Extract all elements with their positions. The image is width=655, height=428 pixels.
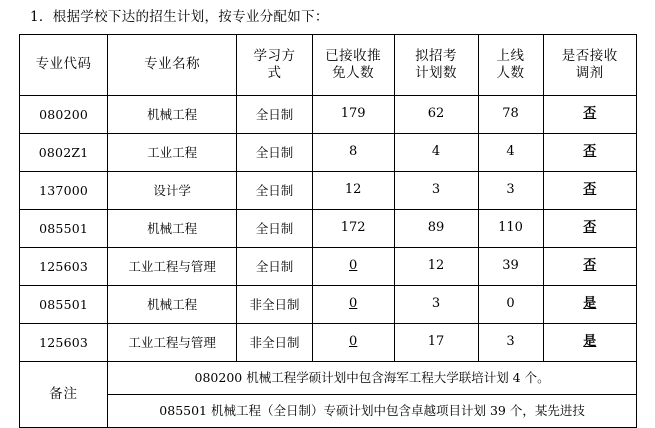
cell-major-name: 工业工程与管理 bbox=[108, 247, 237, 285]
table-row bbox=[20, 171, 637, 209]
column-header-accept-transfer-line1: 是否接收 bbox=[561, 48, 618, 65]
cell-planned-count: 3 bbox=[394, 285, 478, 323]
column-header-accept-transfer bbox=[543, 34, 636, 95]
cell-study-mode: 全日制 bbox=[237, 209, 313, 247]
column-header-recommended-count-line2: 免人数 bbox=[332, 64, 375, 81]
cell-planned-count: 17 bbox=[394, 323, 478, 361]
enrollment-plan-table bbox=[19, 34, 637, 428]
column-header-study-mode-line2: 式 bbox=[267, 64, 282, 81]
cell-study-mode: 非全日制 bbox=[237, 285, 313, 323]
cell-recommended-count: 179 bbox=[312, 95, 394, 133]
cell-planned-count: 3 bbox=[394, 171, 478, 209]
table-row bbox=[20, 133, 637, 171]
cell-accept-transfer-value: 否 bbox=[583, 258, 597, 274]
column-header-recommended-count-line1: 已接收推 bbox=[325, 48, 382, 65]
cell-major-name: 工业工程 bbox=[108, 133, 237, 171]
column-header-major-code bbox=[20, 34, 108, 95]
cell-accept-transfer bbox=[543, 247, 636, 285]
cell-planned-count: 89 bbox=[394, 209, 478, 247]
cell-study-mode: 非全日制 bbox=[237, 323, 313, 361]
lead-paragraph: 1．根据学校下达的招生计划，按专业分配如下： bbox=[30, 9, 329, 25]
cell-qualified-count: 39 bbox=[478, 247, 543, 285]
column-header-recommended-count bbox=[312, 34, 394, 95]
cell-recommended-count-value: 0 bbox=[349, 334, 358, 350]
remark-line-1-text: 080200 机械工程学硕计划中包含海军工程大学联培计划 4 个。 bbox=[194, 370, 550, 386]
cell-recommended-count: 8 bbox=[312, 133, 394, 171]
column-header-study-mode bbox=[237, 34, 313, 95]
cell-major-name: 机械工程 bbox=[108, 209, 237, 247]
cell-recommended-count-value: 0 bbox=[349, 296, 358, 312]
cell-accept-transfer bbox=[543, 323, 636, 361]
remark-line-2 bbox=[108, 394, 637, 427]
cell-major-code: 0802Z1 bbox=[20, 133, 108, 171]
cell-accept-transfer bbox=[543, 171, 636, 209]
cell-planned-count: 12 bbox=[394, 247, 478, 285]
cell-qualified-count: 0 bbox=[478, 285, 543, 323]
cell-study-mode: 全日制 bbox=[237, 247, 313, 285]
table-row bbox=[20, 95, 637, 133]
cell-accept-transfer-value: 否 bbox=[583, 220, 597, 236]
cell-major-code: 137000 bbox=[20, 171, 108, 209]
table-row bbox=[20, 247, 637, 285]
cell-qualified-count: 78 bbox=[478, 95, 543, 133]
cell-recommended-count: 172 bbox=[312, 209, 394, 247]
column-header-qualified-count-line1: 上线 bbox=[496, 48, 525, 65]
cell-qualified-count: 3 bbox=[478, 171, 543, 209]
cell-major-code: 080200 bbox=[20, 95, 108, 133]
table-header-row bbox=[20, 34, 637, 95]
column-header-planned-count bbox=[394, 34, 478, 95]
column-header-major-name bbox=[108, 34, 237, 95]
column-header-major-code-line1: 专业代码 bbox=[35, 56, 92, 73]
cell-qualified-count: 3 bbox=[478, 323, 543, 361]
column-header-study-mode-line1: 学习方 bbox=[253, 48, 296, 65]
remark-row-first bbox=[20, 361, 637, 394]
cell-study-mode: 全日制 bbox=[237, 171, 313, 209]
table-body bbox=[20, 95, 637, 427]
column-header-planned-count-line2: 计划数 bbox=[415, 64, 458, 81]
column-header-qualified-count bbox=[478, 34, 543, 95]
column-header-qualified-count-line2: 人数 bbox=[496, 64, 525, 81]
column-header-major-name-line1: 专业名称 bbox=[144, 56, 201, 73]
cell-accept-transfer bbox=[543, 95, 636, 133]
cell-recommended-count-value: 0 bbox=[349, 258, 358, 274]
cell-qualified-count: 110 bbox=[478, 209, 543, 247]
cell-major-code: 125603 bbox=[20, 247, 108, 285]
cell-major-name: 设计学 bbox=[108, 171, 237, 209]
cell-major-code: 125603 bbox=[20, 323, 108, 361]
cell-major-name: 机械工程 bbox=[108, 285, 237, 323]
cell-accept-transfer bbox=[543, 285, 636, 323]
cell-major-code: 085501 bbox=[20, 209, 108, 247]
cell-accept-transfer bbox=[543, 133, 636, 171]
table-row bbox=[20, 285, 637, 323]
cell-major-name: 工业工程与管理 bbox=[108, 323, 237, 361]
cell-recommended-count bbox=[312, 323, 394, 361]
cell-recommended-count bbox=[312, 247, 394, 285]
cell-major-code: 085501 bbox=[20, 285, 108, 323]
cell-study-mode: 全日制 bbox=[237, 133, 313, 171]
cell-recommended-count bbox=[312, 285, 394, 323]
cell-study-mode: 全日制 bbox=[237, 95, 313, 133]
cell-major-name: 机械工程 bbox=[108, 95, 237, 133]
remark-line-1 bbox=[108, 361, 637, 394]
remark-row-second bbox=[20, 394, 637, 427]
remark-label: 备注 bbox=[20, 361, 108, 427]
cell-planned-count: 4 bbox=[394, 133, 478, 171]
cell-planned-count: 62 bbox=[394, 95, 478, 133]
cell-accept-transfer-value: 否 bbox=[583, 106, 597, 122]
cell-accept-transfer bbox=[543, 209, 636, 247]
cell-accept-transfer-value: 否 bbox=[583, 182, 597, 198]
column-header-planned-count-line1: 拟招考 bbox=[415, 48, 458, 65]
table-row bbox=[20, 323, 637, 361]
cell-recommended-count: 12 bbox=[312, 171, 394, 209]
table-header bbox=[20, 34, 637, 95]
column-header-accept-transfer-line2: 调剂 bbox=[575, 64, 604, 81]
cell-accept-transfer-value: 否 bbox=[583, 144, 597, 160]
table-row bbox=[20, 209, 637, 247]
remark-line-2-text: 085501 机械工程（全日制）专硕计划中包含卓越项目计划 39 个，某先进技 bbox=[159, 403, 585, 419]
cell-accept-transfer-value: 是 bbox=[583, 296, 597, 312]
cell-qualified-count: 4 bbox=[478, 133, 543, 171]
cell-accept-transfer-value: 是 bbox=[583, 334, 597, 350]
